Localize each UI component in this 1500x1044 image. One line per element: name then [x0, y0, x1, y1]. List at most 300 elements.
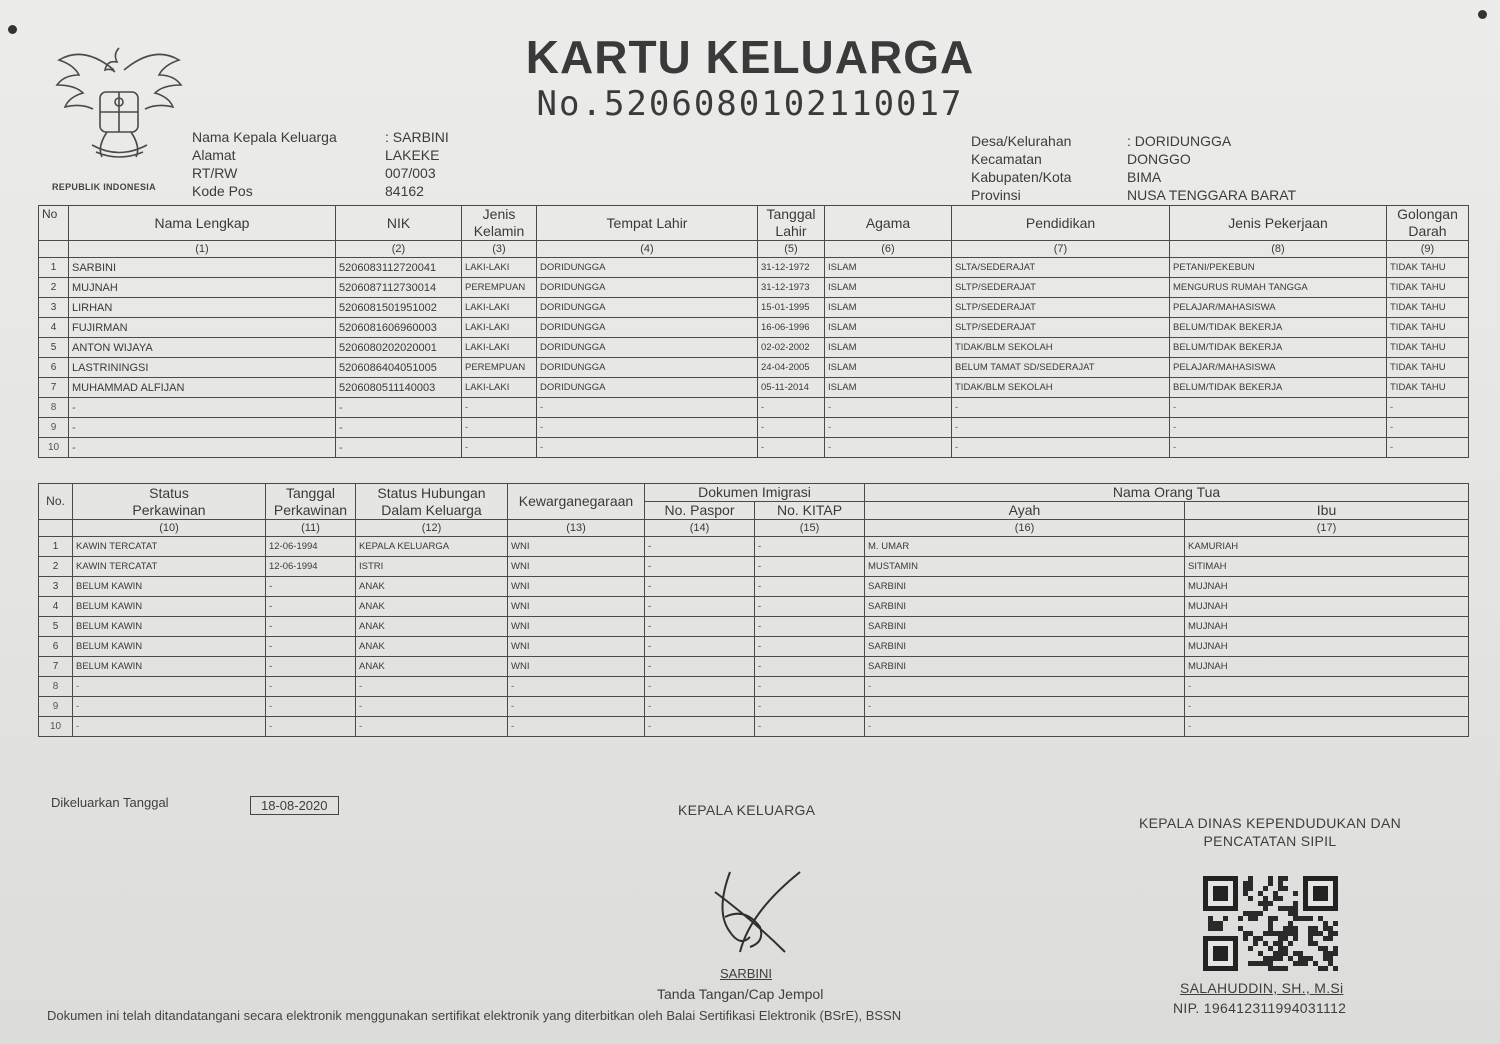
members-table [38, 205, 1469, 458]
column-number: (17) [1185, 520, 1469, 537]
cell-paspor: - [645, 697, 755, 717]
qr-code-graphic [1203, 876, 1338, 971]
cell-tgl: - [266, 717, 356, 737]
table-row [39, 338, 1469, 358]
cell-tempat: DORIDUNGGA [537, 358, 758, 378]
cell-pekerjaan: PETANI/PEKEBUN [1170, 258, 1387, 278]
emblem-label: REPUBLIK INDONESIA [52, 182, 156, 192]
table-row [39, 378, 1469, 398]
header-status-perkawinan-1: Status [149, 484, 189, 501]
info-label: Nama Kepala Keluarga [192, 129, 337, 145]
cell-hub: - [356, 697, 508, 717]
cell-no: 5 [39, 338, 69, 358]
cell-no: 5 [39, 617, 73, 637]
info-value: : DORIDUNGGA [1127, 133, 1232, 149]
info-row [192, 128, 449, 146]
cell-pekerjaan: MENGURUS RUMAH TANGGA [1170, 278, 1387, 298]
cell-nik: 5206087112730014 [336, 278, 462, 298]
cell-jk: LAKI-LAKI [462, 298, 537, 318]
header-ibu: Ibu [1185, 502, 1469, 520]
cell-no: 2 [39, 557, 73, 577]
cell-warga: WNI [508, 537, 645, 557]
info-label: Kode Pos [192, 183, 253, 199]
cell-paspor: - [645, 537, 755, 557]
cell-tgl: - [758, 398, 825, 418]
cell-agama: - [825, 438, 952, 458]
cell-no: 6 [39, 358, 69, 378]
cell-tgl: - [266, 577, 356, 597]
table-row [39, 278, 1469, 298]
table-row [39, 677, 1469, 697]
cell-nik: 5206081606960003 [336, 318, 462, 338]
cell-warga: WNI [508, 577, 645, 597]
cell-tgl: 12-06-1994 [266, 537, 356, 557]
header-tanggal-perkawinan-2: Perkawinan [273, 501, 348, 518]
cell-tgl: - [266, 697, 356, 717]
cell-status: BELUM KAWIN [73, 577, 266, 597]
header-tanggal-lahir [758, 206, 825, 241]
cell-gol: TIDAK TAHU [1387, 318, 1469, 338]
info-value: NUSA TENGGARA BARAT [1127, 187, 1297, 203]
cell-nama: SARBINI [69, 258, 336, 278]
cell-ibu: - [1185, 677, 1469, 697]
cell-hub: KEPALA KELUARGA [356, 537, 508, 557]
header-status-hubungan-1: Status Hubungan [377, 484, 486, 501]
issued-date-value: 18-08-2020 [250, 796, 339, 815]
cell-nama: - [69, 418, 336, 438]
cell-status: - [73, 677, 266, 697]
cell-no: 7 [39, 657, 73, 677]
cell-tgl: 31-12-1973 [758, 278, 825, 298]
column-number: (14) [645, 520, 755, 537]
cell-tempat: DORIDUNGGA [537, 278, 758, 298]
cell-nik: 5206083112720041 [336, 258, 462, 278]
header-nik: NIK [336, 206, 462, 241]
cell-tgl: - [758, 438, 825, 458]
info-value: LAKEKE [385, 147, 440, 163]
cell-pendidikan: BELUM TAMAT SD/SEDERAJAT [952, 358, 1170, 378]
cell-agama: ISLAM [825, 298, 952, 318]
cell-status: - [73, 717, 266, 737]
cell-tgl: - [266, 617, 356, 637]
info-value: BIMA [1127, 169, 1162, 185]
cell-paspor: - [645, 557, 755, 577]
cell-agama: ISLAM [825, 338, 952, 358]
cell-no: 2 [39, 278, 69, 298]
cell-ayah: SARBINI [865, 577, 1185, 597]
cell-status: BELUM KAWIN [73, 597, 266, 617]
header-nama: Nama Lengkap [69, 206, 336, 241]
cell-ayah: SARBINI [865, 657, 1185, 677]
department-head-label [1110, 814, 1430, 850]
cell-nama: LIRHAN [69, 298, 336, 318]
column-number: (15) [755, 520, 865, 537]
header-nama-orang-tua: Nama Orang Tua [865, 484, 1469, 502]
info-row [971, 168, 1296, 186]
cell-gol: - [1387, 398, 1469, 418]
cell-paspor: - [645, 577, 755, 597]
cell-tgl: - [266, 657, 356, 677]
column-number: (9) [1387, 241, 1469, 258]
cell-ibu: MUJNAH [1185, 657, 1469, 677]
cell-hub: ANAK [356, 637, 508, 657]
cell-warga: WNI [508, 557, 645, 577]
info-label: Kabupaten/Kota [971, 169, 1072, 185]
cell-pendidikan: - [952, 398, 1170, 418]
signer-caption: Tanda Tangan/Cap Jempol [657, 986, 824, 1002]
cell-no: 3 [39, 298, 69, 318]
cell-agama: ISLAM [825, 378, 952, 398]
header-tanggal-lahir-2: Lahir [775, 223, 807, 239]
cell-pendidikan: SLTP/SEDERAJAT [952, 298, 1170, 318]
punch-hole-right [1478, 10, 1487, 19]
header-jenis-kelamin-2: Kelamin [473, 223, 525, 239]
cell-pekerjaan: BELUM/TIDAK BEKERJA [1170, 318, 1387, 338]
cell-warga: - [508, 717, 645, 737]
cell-pendidikan: TIDAK/BLM SEKOLAH [952, 378, 1170, 398]
cell-jk: PEREMPUAN [462, 278, 537, 298]
official-name: SALAHUDDIN, SH., M.Si [1180, 980, 1344, 996]
cell-ayah: - [865, 677, 1185, 697]
table-row [39, 597, 1469, 617]
cell-no: 8 [39, 398, 69, 418]
cell-tgl: 16-06-1996 [758, 318, 825, 338]
cell-status: - [73, 697, 266, 717]
table-row [39, 418, 1469, 438]
cell-pekerjaan: - [1170, 438, 1387, 458]
header-agama: Agama [825, 206, 952, 241]
signature-graphic [700, 862, 810, 962]
cell-kitap: - [755, 557, 865, 577]
cell-pekerjaan: - [1170, 398, 1387, 418]
table-row [39, 318, 1469, 338]
qr-code-icon [1203, 876, 1338, 971]
table-row [39, 358, 1469, 378]
info-label: RT/RW [192, 165, 238, 181]
cell-no: 10 [39, 438, 69, 458]
cell-ibu: - [1185, 697, 1469, 717]
cell-kitap: - [755, 617, 865, 637]
cell-agama: ISLAM [825, 358, 952, 378]
cell-kitap: - [755, 597, 865, 617]
info-value: DONGGO [1127, 151, 1191, 167]
cell-tempat: - [537, 438, 758, 458]
header-tempat-lahir: Tempat Lahir [537, 206, 758, 241]
cell-tgl: - [758, 418, 825, 438]
cell-gol: TIDAK TAHU [1387, 278, 1469, 298]
header-tanggal-perkawinan [266, 484, 356, 520]
cell-gol: TIDAK TAHU [1387, 298, 1469, 318]
cell-tgl: 12-06-1994 [266, 557, 356, 577]
header-no-paspor: No. Paspor [645, 502, 755, 520]
cell-jk: LAKI-LAKI [462, 258, 537, 278]
table-row [39, 537, 1469, 557]
cell-ayah: SARBINI [865, 597, 1185, 617]
cell-ibu: SITIMAH [1185, 557, 1469, 577]
cell-tgl: 05-11-2014 [758, 378, 825, 398]
signer-name: SARBINI [720, 966, 773, 981]
cell-pekerjaan: - [1170, 418, 1387, 438]
household-info-left [192, 128, 449, 200]
header-golongan-darah-1: Golongan [1397, 206, 1458, 222]
cell-hub: ISTRI [356, 557, 508, 577]
header-no-kitap: No. KITAP [755, 502, 865, 520]
table-row [39, 438, 1469, 458]
cell-tgl: - [266, 677, 356, 697]
table-row [39, 637, 1469, 657]
cell-ayah: SARBINI [865, 617, 1185, 637]
cell-jk: LAKI-LAKI [462, 338, 537, 358]
cell-agama: - [825, 398, 952, 418]
cell-nik: 5206081501951002 [336, 298, 462, 318]
signature-icon [700, 862, 810, 962]
cell-jk: - [462, 438, 537, 458]
household-info-right [971, 132, 1296, 204]
header-golongan-darah [1387, 206, 1469, 241]
official-nip: NIP. 196412311994031112 [1173, 1000, 1347, 1016]
cell-ayah: - [865, 717, 1185, 737]
cell-tempat: DORIDUNGGA [537, 258, 758, 278]
cell-kitap: - [755, 717, 865, 737]
cell-ibu: KAMURIAH [1185, 537, 1469, 557]
cell-no: 9 [39, 697, 73, 717]
column-number: (7) [952, 241, 1170, 258]
cell-kitap: - [755, 677, 865, 697]
column-number: (10) [73, 520, 266, 537]
cell-tgl: - [266, 597, 356, 617]
header-jenis-kelamin-1: Jenis [482, 206, 516, 222]
cell-status: KAWIN TERCATAT [73, 557, 266, 577]
cell-kitap: - [755, 537, 865, 557]
cell-tgl: 15-01-1995 [758, 298, 825, 318]
cell-paspor: - [645, 657, 755, 677]
table-row [39, 258, 1469, 278]
cell-nama: ANTON WIJAYA [69, 338, 336, 358]
table-row [39, 617, 1469, 637]
cell-ayah: SARBINI [865, 637, 1185, 657]
electronic-signature-note: Dokumen ini telah ditandatangani secara elektronik menggunakan sertifikat elektronik yang diterbitkan oleh Balai Sertifikasi Elektronik (BSrE), BSSN [47, 1008, 902, 1023]
cell-gol: - [1387, 418, 1469, 438]
cell-no: 9 [39, 418, 69, 438]
cell-nama: - [69, 438, 336, 458]
cell-kitap: - [755, 577, 865, 597]
table-row [39, 398, 1469, 418]
cell-kitap: - [755, 657, 865, 677]
cell-no: 1 [39, 537, 73, 557]
cell-paspor: - [645, 597, 755, 617]
cell-gol: - [1387, 438, 1469, 458]
cell-no: 4 [39, 597, 73, 617]
document-title: KARTU KELUARGA [525, 31, 975, 83]
table-row [39, 557, 1469, 577]
column-number: (4) [537, 241, 758, 258]
cell-nik: 5206080202020001 [336, 338, 462, 358]
cell-ayah: MUSTAMIN [865, 557, 1185, 577]
cell-tgl: 31-12-1972 [758, 258, 825, 278]
info-row [192, 164, 449, 182]
cell-ayah: M. UMAR [865, 537, 1185, 557]
column-number-row [39, 241, 1469, 258]
info-row [971, 150, 1296, 168]
info-row [971, 186, 1296, 204]
garuda-emblem-icon [52, 40, 187, 195]
cell-agama: - [825, 418, 952, 438]
cell-gol: TIDAK TAHU [1387, 338, 1469, 358]
column-number: (12) [356, 520, 508, 537]
cell-nik: 5206080511140003 [336, 378, 462, 398]
cell-tgl: 02-02-2002 [758, 338, 825, 358]
cell-jk: LAKI-LAKI [462, 318, 537, 338]
cell-status: BELUM KAWIN [73, 617, 266, 637]
info-label: Desa/Kelurahan [971, 133, 1072, 149]
column-number: (8) [1170, 241, 1387, 258]
cell-paspor: - [645, 617, 755, 637]
header-jenis-kelamin [462, 206, 537, 241]
cell-nama: MUJNAH [69, 278, 336, 298]
table-row [39, 697, 1469, 717]
cell-ibu: MUJNAH [1185, 577, 1469, 597]
cell-tempat: DORIDUNGGA [537, 318, 758, 338]
cell-kitap: - [755, 697, 865, 717]
info-label: Provinsi [971, 187, 1021, 203]
cell-jk: - [462, 398, 537, 418]
cell-ibu: MUJNAH [1185, 617, 1469, 637]
cell-status: BELUM KAWIN [73, 637, 266, 657]
header-kewarganegaraan: Kewarganegaraan [508, 484, 645, 520]
cell-nama: - [69, 398, 336, 418]
column-number: (1) [69, 241, 336, 258]
cell-jk: - [462, 418, 537, 438]
cell-hub: - [356, 717, 508, 737]
header-status-hubungan [356, 484, 508, 520]
cell-agama: ISLAM [825, 278, 952, 298]
cell-no: 8 [39, 677, 73, 697]
cell-pekerjaan: PELAJAR/MAHASISWA [1170, 298, 1387, 318]
header2-no: No. [39, 484, 73, 520]
cell-hub: ANAK [356, 577, 508, 597]
issued-date-label: Dikeluarkan Tanggal [51, 795, 169, 810]
column-number: (5) [758, 241, 825, 258]
cell-pekerjaan: PELAJAR/MAHASISWA [1170, 358, 1387, 378]
column-number: (13) [508, 520, 645, 537]
cell-warga: WNI [508, 657, 645, 677]
cell-warga: - [508, 697, 645, 717]
cell-no: 10 [39, 717, 73, 737]
table-row [39, 577, 1469, 597]
cell-status: KAWIN TERCATAT [73, 537, 266, 557]
cell-warga: WNI [508, 637, 645, 657]
header-status-perkawinan [73, 484, 266, 520]
info-label: Alamat [192, 147, 236, 163]
cell-warga: WNI [508, 617, 645, 637]
cell-nama: MUHAMMAD ALFIJAN [69, 378, 336, 398]
cell-nama: FUJIRMAN [69, 318, 336, 338]
department-line-1: KEPALA DINAS KEPENDUDUKAN DAN [1138, 815, 1402, 831]
cell-nama: LASTRININGSI [69, 358, 336, 378]
cell-hub: ANAK [356, 657, 508, 677]
cell-gol: TIDAK TAHU [1387, 358, 1469, 378]
cell-pendidikan: TIDAK/BLM SEKOLAH [952, 338, 1170, 358]
table-row [39, 657, 1469, 677]
cell-ibu: MUJNAH [1185, 637, 1469, 657]
cell-tempat: - [537, 398, 758, 418]
header-status-hubungan-2: Dalam Keluarga [381, 501, 482, 518]
cell-tempat: DORIDUNGGA [537, 378, 758, 398]
column-number: (6) [825, 241, 952, 258]
info-value: 84162 [385, 183, 424, 199]
cell-hub: ANAK [356, 617, 508, 637]
column-number: (2) [336, 241, 462, 258]
table-row [39, 298, 1469, 318]
info-value: 007/003 [385, 165, 436, 181]
punch-hole-left [8, 25, 17, 34]
cell-tgl: 24-04-2005 [758, 358, 825, 378]
column-number-blank [39, 520, 73, 537]
department-line-2: PENCATATAN SIPIL [1203, 833, 1337, 849]
cell-no: 3 [39, 577, 73, 597]
cell-pendidikan: - [952, 418, 1170, 438]
cell-gol: TIDAK TAHU [1387, 378, 1469, 398]
cell-no: 7 [39, 378, 69, 398]
info-row [192, 146, 449, 164]
cell-jk: LAKI-LAKI [462, 378, 537, 398]
cell-tempat: DORIDUNGGA [537, 338, 758, 358]
cell-ayah: - [865, 697, 1185, 717]
info-label: Kecamatan [971, 151, 1042, 167]
cell-ibu: MUJNAH [1185, 597, 1469, 617]
column-number-blank [39, 241, 69, 258]
garuda-emblem-graphic [52, 40, 187, 180]
cell-tempat: - [537, 418, 758, 438]
info-row [192, 182, 449, 200]
cell-warga: WNI [508, 597, 645, 617]
cell-warga: - [508, 677, 645, 697]
family-status-table [38, 483, 1469, 737]
header-status-perkawinan-2: Perkawinan [132, 501, 206, 518]
cell-nik: 5206086404051005 [336, 358, 462, 378]
cell-pekerjaan: BELUM/TIDAK BEKERJA [1170, 378, 1387, 398]
cell-pendidikan: SLTP/SEDERAJAT [952, 278, 1170, 298]
cell-nik: - [336, 398, 462, 418]
table-row [39, 717, 1469, 737]
column-number: (16) [865, 520, 1185, 537]
cell-kitap: - [755, 637, 865, 657]
cell-paspor: - [645, 717, 755, 737]
cell-no: 1 [39, 258, 69, 278]
cell-agama: ISLAM [825, 258, 952, 278]
header-tanggal-perkawinan-1: Tanggal [285, 484, 336, 501]
cell-no: 6 [39, 637, 73, 657]
header-pekerjaan: Jenis Pekerjaan [1170, 206, 1387, 241]
cell-hub: - [356, 677, 508, 697]
column-number: (3) [462, 241, 537, 258]
header-pendidikan: Pendidikan [952, 206, 1170, 241]
header-golongan-darah-2: Darah [1408, 223, 1447, 239]
cell-tempat: DORIDUNGGA [537, 298, 758, 318]
cell-jk: PEREMPUAN [462, 358, 537, 378]
cell-paspor: - [645, 637, 755, 657]
cell-status: BELUM KAWIN [73, 657, 266, 677]
header-tanggal-lahir-1: Tanggal [766, 206, 816, 222]
cell-pendidikan: SLTA/SEDERAJAT [952, 258, 1170, 278]
cell-pekerjaan: BELUM/TIDAK BEKERJA [1170, 338, 1387, 358]
cell-no: 4 [39, 318, 69, 338]
header-no: No [39, 206, 69, 241]
cell-paspor: - [645, 677, 755, 697]
column-number: (11) [266, 520, 356, 537]
info-row [971, 132, 1296, 150]
info-value: : SARBINI [385, 129, 449, 145]
